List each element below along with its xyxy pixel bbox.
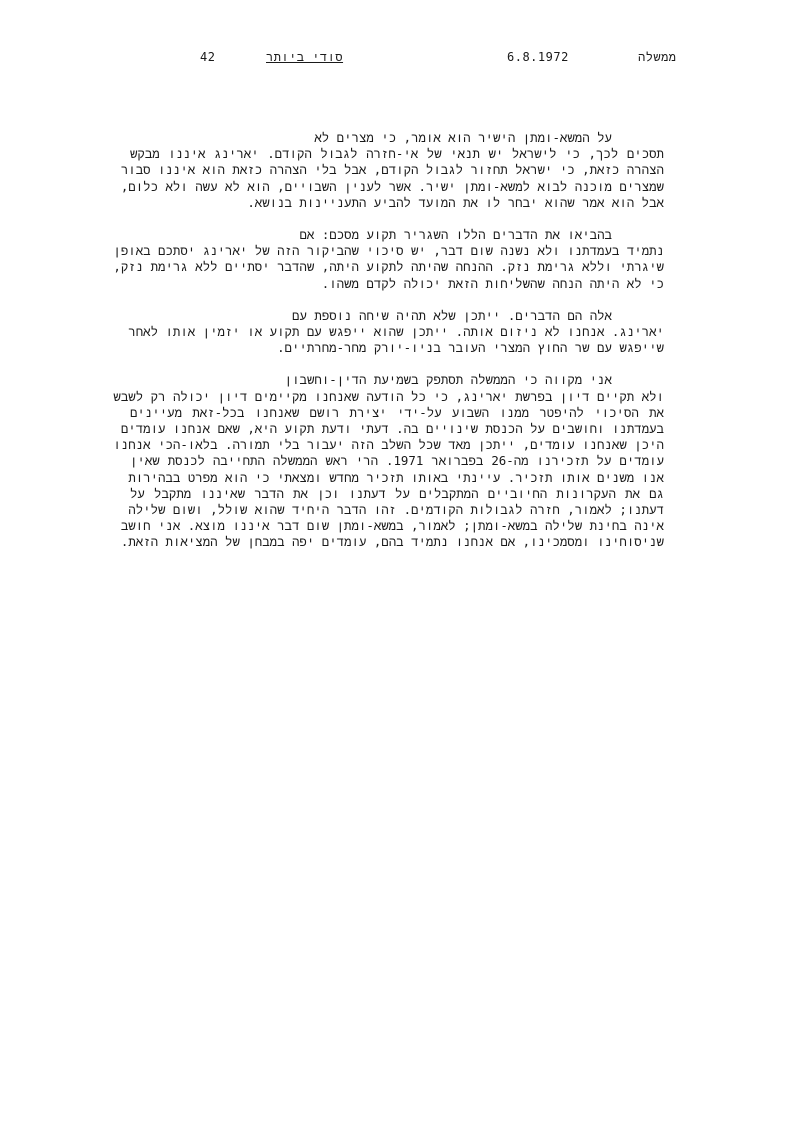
text-line: ולא תקיים דיון בפרשת יארינג, כי כל הודעה שאנחנו מקיימים דיון יכולה רק לשבש [113, 388, 664, 404]
document-date: 6.8.1972 [507, 50, 569, 64]
text-line: דעתנו; לאמור, חזרה לגבולות הקודמים. זהו הדבר היחיד שהוא שולל, ושום שלילה [128, 502, 664, 518]
text-line: על המשא-ומתן הישיר הוא אומר, כי מצרים לא [314, 130, 612, 145]
page-header [0, 50, 800, 70]
text-line: שייפגש עם שר החוץ המצרי העובר בניו-יורק מחר-מחרתיים. [277, 340, 664, 356]
text-line: עומדים על תזכירנו מה-26 בפברואר 1971. הרי ראש הממשלה התחייבה לכנסת שאין [130, 453, 665, 469]
text-line: את הסיכוי להיפטר ממנו השבוע על-ידי יצירת רושם שאנחנו בכל-זאת מעיינים [130, 404, 664, 420]
classification-label: סודי ביותר [266, 50, 344, 64]
text-line: שניסוחינו ומסמכינו, אם אנחנו נתמיד בהם, עומדים יפה במבחן של המציאות הזאת. [120, 534, 664, 550]
paragraph-2 [113, 227, 664, 292]
text-line: תסכים לכך, כי לישראל יש תנאי של אי-חזרה לגבול הקודם. יארינג איננו מבקש [130, 146, 664, 162]
text-line: גם את העקרונות החיוביים המתקבלים על דעתנו וכן את הדבר שאיננו מתקבל על [130, 485, 664, 501]
text-line: הצהרה כזאת, כי ישראל תחזור לגבול הקודם, אבל בלי הצהרה כזאת הוא איננו סבור [120, 162, 664, 178]
text-line: אני מקווה כי הממשלה תסתפק בשמיעת הדין-וחשבון [284, 372, 612, 388]
text-line: אנו משנים אותו תזכיר. עיינתי באותו תזכיר מחדש ומצאתי כי הוא מפרט בבהירות [128, 469, 664, 485]
text-line: שמצרים מוכנה לבוא למשא-ומתן ישיר. אשר לענין השבויים, הוא לא עשה ולא כלום, [120, 178, 664, 194]
document-body [113, 130, 665, 567]
page-number: 42 [200, 50, 216, 64]
text-line: כי לא היתה הנחה שהשליחות הזאת יכולה לקדם משהו. [321, 275, 664, 291]
text-line: בהביאו את הדברים הללו השגריר תקוע מסכם: אם [299, 227, 612, 243]
text-line: אבל הוא אמר שהוא יבחר לו את המועד להביע התעניינות בנושא. [247, 194, 664, 210]
text-line: היכן שאנחנו עומדים, ייתכן מאד שכל השלב הזה יעבור בלי תמורה. בלאו-הכי אנחנו [113, 437, 664, 453]
paragraph-3 [130, 308, 664, 357]
text-line: שיגרתי וללא גרימת נזק. ההנחה שהיתה לתקוע היתה, שהדבר יסתיים ללא גרימת נזק, [113, 259, 664, 275]
text-line: נתמיד בעמדתנו ולא נשנה שום דבר, יש סיכוי שהביקור הזה של יארינג יסתכם באופן [113, 243, 664, 259]
paragraph-4 [113, 372, 665, 550]
text-line: אלה הם הדברים. ייתכן שלא תהיה שיחה נוספת עם [292, 307, 612, 323]
text-line: בעמדתנו וחושבים על הכנסת שינויים בה. דעתי ודעת תקוע היא, שאם אנחנו עומדים [120, 421, 664, 437]
document-source: ממשלה [638, 50, 677, 64]
paragraph-1 [120, 130, 664, 211]
text-line: יארינג. אנחנו לא ניזום אותה. ייתכן שהוא ייפגש עם תקוע או יזמין אותו לאחר [128, 324, 664, 340]
text-line: אינה בחינת שלילה במשא-ומתן; לאמור, במשא-ומתן שום דבר איננו מוצא. אני חושב [120, 518, 664, 534]
